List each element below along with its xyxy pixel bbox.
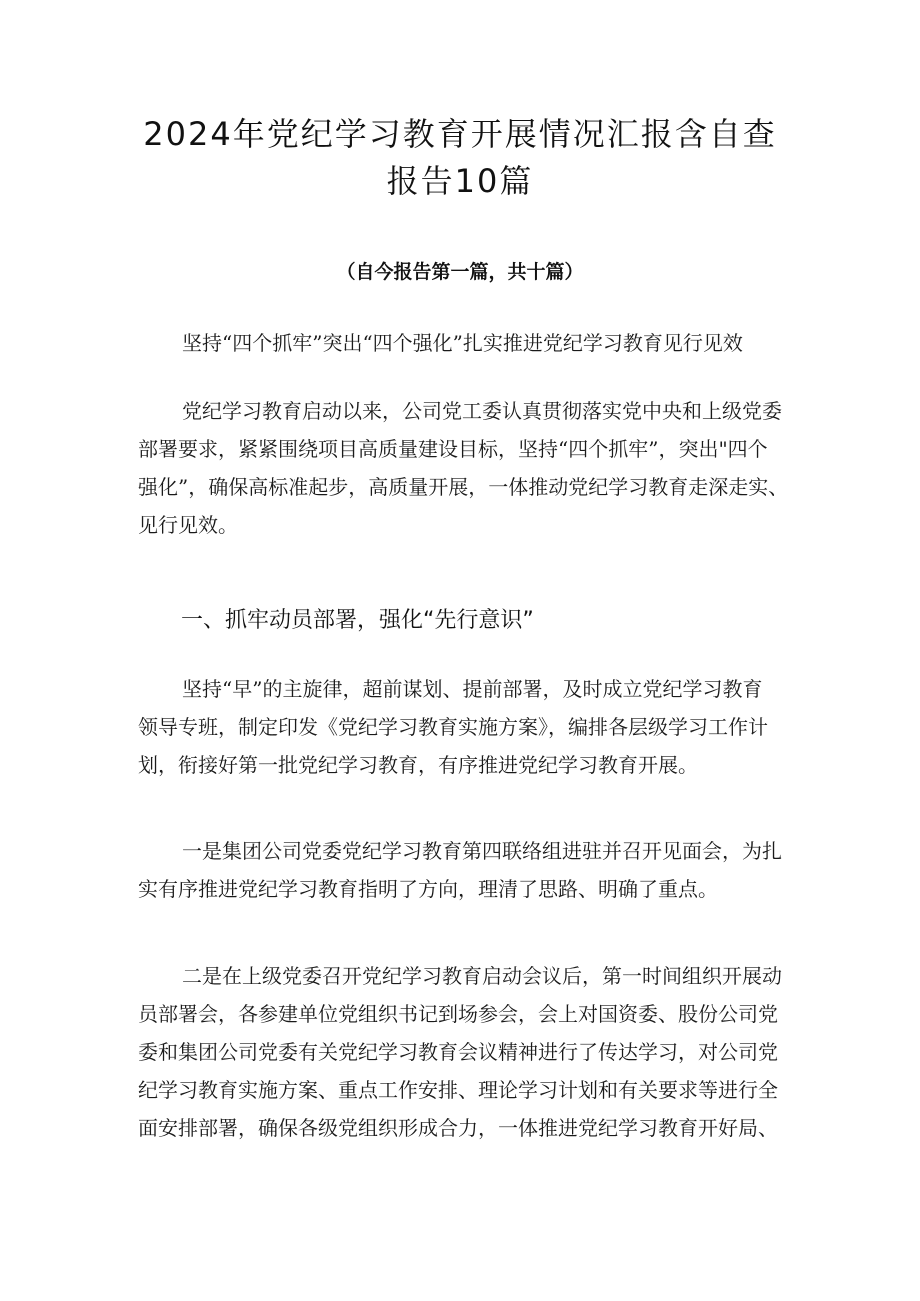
lead-paragraph [138,324,800,362]
body-paragraph-3 [138,957,800,1147]
paragraph-line: 划，衔接好第一批党纪学习教育，有序推进党纪学习教育开展。 [138,753,698,777]
paragraph-line: 强化”，确保高标准起步，高质量开展，一体推动党纪学习教育走深走实、 [138,475,789,499]
paragraph-line: 见行见效。 [138,513,238,537]
body-paragraph-2 [138,832,800,908]
body-paragraph-1 [138,670,800,784]
lead-line: 坚持“四个抓牢”突出“四个强化”扎实推进党纪学习教育见行见效 [182,331,743,355]
section-heading-1: 一、抓牢动员部署，强化“先行意识” [181,608,534,633]
paragraph-line: 部署要求，紧紧围绕项目高质量建设目标，坚持“四个抓牢”，突出"四个 [138,437,768,461]
paragraph-line: 面安排部署，确保各级党组织形成合力，一体推进党纪学习教育开好局、 [138,1116,778,1140]
paragraph-line: 党纪学习教育启动以来，公司党工委认真贯彻落实党中央和上级党委 [182,399,782,423]
intro-paragraph [138,392,800,544]
paragraph-line: 纪学习教育实施方案、重点工作安排、理论学习计划和有关要求等进行全 [138,1078,778,1102]
paragraph-line: 二是在上级党委召开党纪学习教育启动会议后，第一时间组织开展动 [182,964,782,988]
paragraph-line: 坚持“早”的主旋律，超前谋划、提前部署，及时成立党纪学习教育 [182,677,763,701]
paragraph-line: 一是集团公司党委党纪学习教育第四联络组进驻并召开见面会，为扎 [182,839,782,863]
paragraph-line: 委和集团公司党委有关党纪学习教育会议精神进行了传达学习，对公司党 [138,1040,778,1064]
document-subtitle: （自今报告第一篇，共十篇） [336,261,584,283]
paragraph-line: 领导专班，制定印发《党纪学习教育实施方案》，编排各层级学习工作计 [138,715,768,739]
document-title-line2: 报告10篇 [386,162,534,200]
document-title-line1: 2024年党纪学习教育开展情况汇报含自查 [143,115,777,153]
paragraph-line: 员部署会，各参建单位党组织书记到场参会，会上对国资委、股份公司党 [138,1002,778,1026]
paragraph-line: 实有序推进党纪学习教育指明了方向，理清了思路、明确了重点。 [138,877,718,901]
